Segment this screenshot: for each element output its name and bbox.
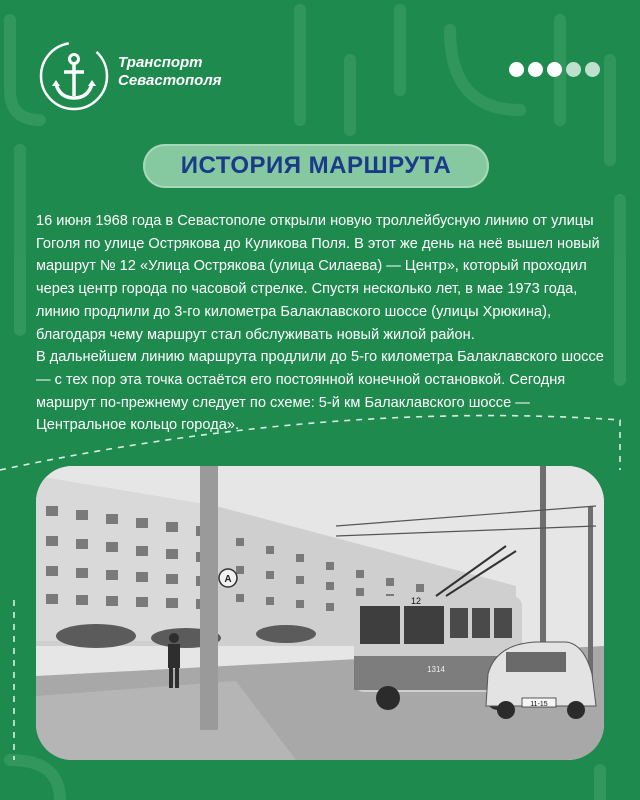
pager-dot[interactable] — [585, 62, 600, 77]
anchor-icon — [38, 40, 110, 112]
brand-line-2: Севастополя — [118, 72, 222, 89]
history-paragraph: 16 июня 1968 года в Севастополе открыли новую троллейбусную линию от улицы Гоголя по улице Острякова до Куликова Поля. В этот же день на неё вышел новый маршрут № 12 «Улица Острякова (улица Силаева) — Центр», который проходил через центр города по часовой стрелке. Спустя несколько лет, в мае 1973 года, линию продлили до 3-го километра Балаклавского шоссе (улицы Хрюкина), благодаря чему маршрут стал обслуживать новый жилой район. — [36, 213, 600, 343]
history-paragraph: В дальнейшем линию маршрута продлили до 5-го километра Балаклавского шоссе — с тех пор эта точка остаётся его постоянной конечной остановкой. Сегодня маршрут по-прежнему следует по схеме: 5-й км Балаклавского шоссе — Центральное кольцо города». — [36, 349, 604, 434]
archive-photo — [36, 466, 604, 760]
pager-dots — [509, 62, 600, 77]
section-title-pill — [143, 144, 489, 188]
pager-dot[interactable] — [528, 62, 543, 77]
pager-dot[interactable] — [547, 62, 562, 77]
car-plate: 11-15 — [530, 701, 548, 708]
pager-dot[interactable] — [509, 62, 524, 77]
section-title: ИСТОРИЯ МАРШРУТА — [180, 152, 452, 179]
trolleybus-fleet-number: 1314 — [427, 665, 445, 674]
trolleybus-route-number: 12 — [410, 596, 422, 606]
pager-dot-active[interactable] — [566, 62, 581, 77]
brand-name — [118, 54, 222, 90]
stop-sign-label: А — [224, 574, 232, 585]
brand-line-1: Транспорт — [118, 54, 203, 71]
car — [486, 642, 596, 719]
history-text — [36, 210, 608, 437]
